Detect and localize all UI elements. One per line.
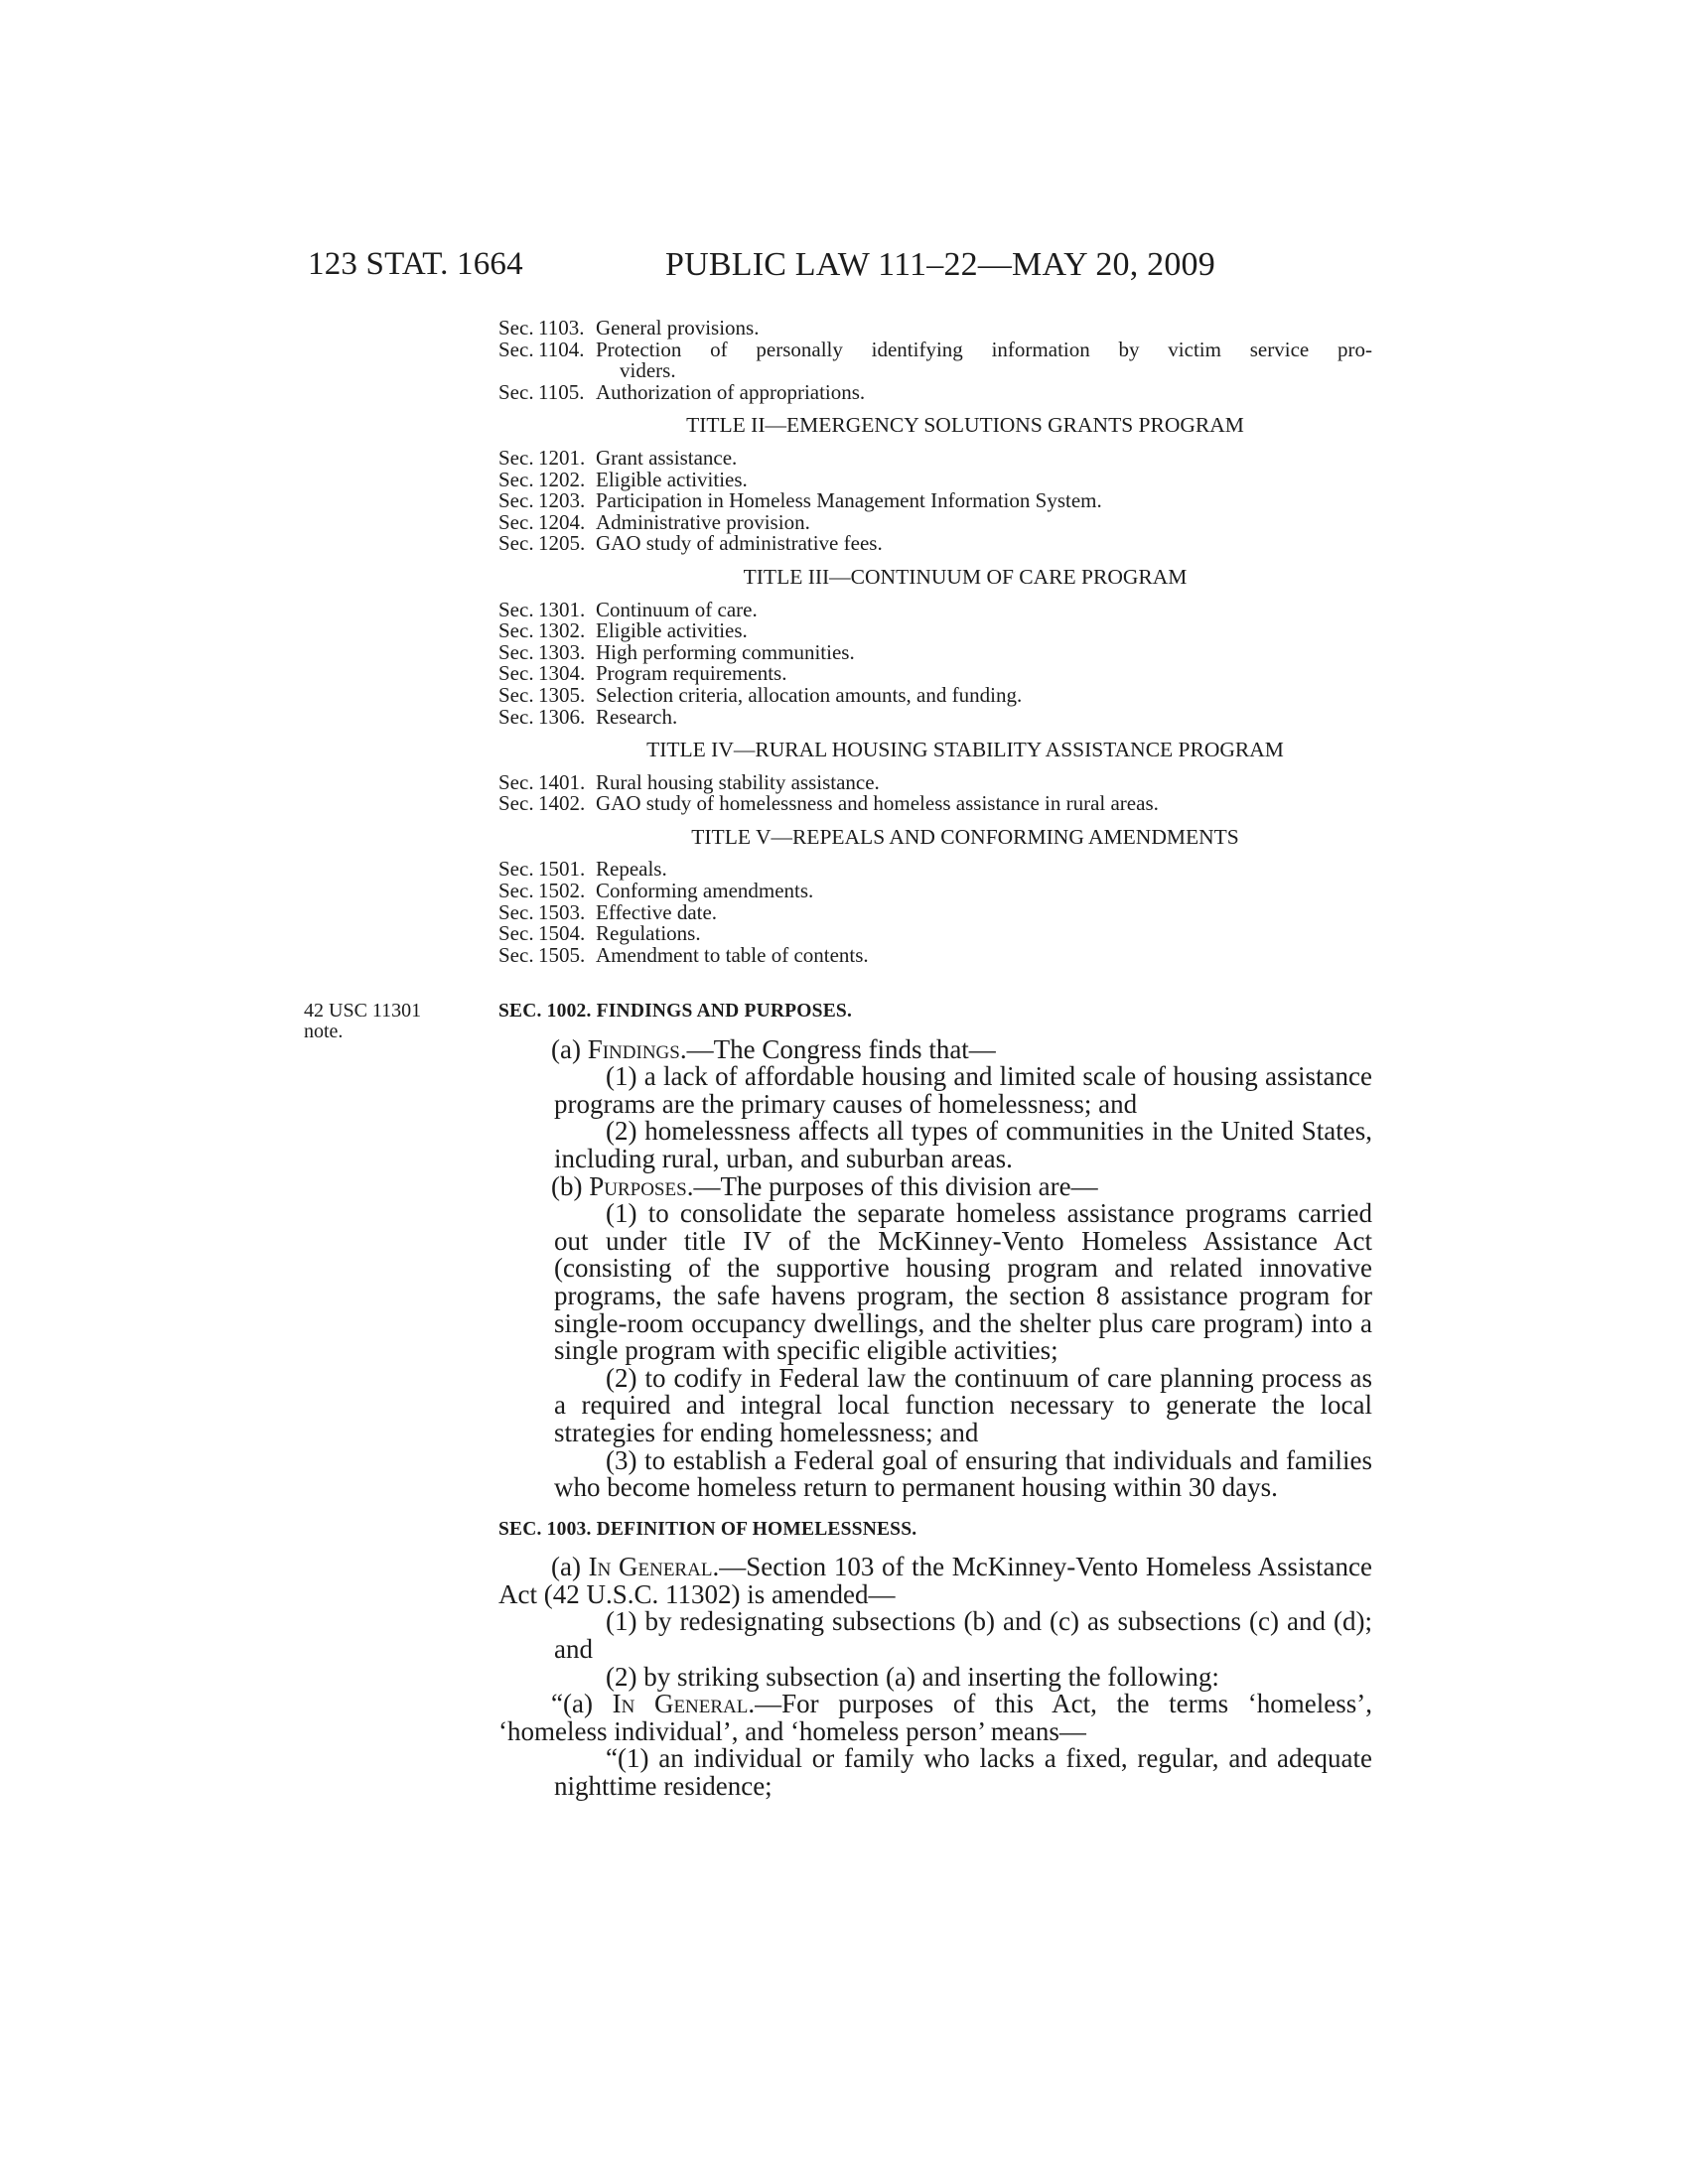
quoted-subsection-a: “(a) In General.—For purposes of this Act, the terms ‘homeless’, ‘homeless individual’, and ‘homeless person’ means— — [498, 1689, 1372, 1746]
toc-entry: Sec. 1502. Conforming amendments. — [498, 879, 814, 903]
toc-title-v: TITLE V—REPEALS AND CONFORMING AMENDMENTS — [691, 824, 1239, 849]
paragraph: (1) to consolidate the separate homeless assistance programs carried out under title IV of the McKinney-Vento Homeless Assistance Act (consisting of the supportive housing program and related innovative programs, the safe havens program, the section 8 assistance program for single-room occupancy dwellings, and the shelter plus care program) into a single program with specific eligible activities; — [554, 1198, 1372, 1366]
toc-title-ii: TITLE II—EMERGENCY SOLUTIONS GRANTS PROGRAM — [686, 413, 1244, 438]
toc-entry: Sec. 1202. Eligible activities. — [498, 467, 748, 491]
toc-entry: Sec. 1303. High performing communities. — [498, 639, 855, 664]
toc-entry: Sec. 1501. Repeals. — [498, 857, 667, 882]
page-stat-citation: 123 STAT. 1664 — [308, 246, 523, 282]
toc-intro-list — [498, 318, 1372, 403]
section-1003-heading: SEC. 1003. DEFINITION OF HOMELESSNESS. — [498, 1518, 917, 1540]
section-1002-heading: SEC. 1002. FINDINGS AND PURPOSES. — [498, 1001, 853, 1022]
toc-title-ii-list — [498, 445, 1372, 556]
toc-entry: Sec. 1103. General provisions. — [498, 316, 760, 340]
toc-entry: Sec. 1304. Program requirements. — [498, 661, 787, 686]
toc-entry: Sec. 1105. Authorization of appropriations. — [498, 379, 866, 404]
paragraph: (2) homelessness affects all types of communities in the United States, including rural, urban, and suburban areas. — [554, 1116, 1372, 1173]
toc-title-iv: TITLE IV—RURAL HOUSING STABILITY ASSISTANCE PROGRAM — [646, 738, 1284, 762]
toc-title-iv-list — [498, 769, 1372, 816]
subsection-a-findings: (a) Findings.—The Congress finds that— — [551, 1033, 996, 1064]
paragraph: (2) to codify in Federal law the continuum of care planning process as a required and integral local function necessary to generate the local strategies for ending homelessness; and — [554, 1362, 1372, 1447]
paragraph: (1) by redesignating subsections (b) and (c) as subsections (c) and (d); and — [554, 1606, 1372, 1665]
toc-entry: Sec. 1401. Rural housing stability assistance. — [498, 769, 880, 794]
toc-title-iii-list — [498, 597, 1372, 729]
paragraph: (3) to establish a Federal goal of ensuring that individuals and families who become homeless return to permanent housing within 30 days. — [554, 1444, 1372, 1503]
toc-entry: Sec. 1302. Eligible activities. — [498, 618, 748, 643]
margin-note-line: note. — [304, 1021, 344, 1042]
toc-entry: Sec. 1203. Participation in Homeless Management Information System. — [498, 488, 1102, 513]
toc-entry: Sec. 1306. Research. — [498, 704, 678, 729]
toc-entry: Sec. 1201. Grant assistance. — [498, 445, 738, 470]
toc-title-v-list — [498, 859, 1372, 966]
statute-body — [498, 998, 1372, 1801]
paragraph: (1) a lack of affordable housing and limited scale of housing assistance programs are the primary causes of homelessness; and — [554, 1061, 1372, 1119]
toc-entry: Sec. 1505. Amendment to table of contents. — [498, 942, 869, 967]
toc-entry-continuation: viders. — [620, 358, 676, 383]
margin-note-usc — [304, 1001, 443, 1042]
toc-entry: Sec. 1205. GAO study of administrative fees. — [498, 531, 883, 556]
toc-entry: Sec. 1503. Effective date. — [498, 899, 718, 924]
toc-entry: Sec. 1104. Protection of personally identifying information by victim service pro- — [498, 337, 1372, 361]
page-running-head: PUBLIC LAW 111–22—MAY 20, 2009 — [665, 246, 1215, 283]
subsection-b-purposes: (b) Purposes.—The purposes of this division are— — [551, 1170, 1098, 1201]
toc-entry: Sec. 1204. Administrative provision. — [498, 509, 810, 534]
toc-entry: Sec. 1402. GAO study of homelessness and homeless assistance in rural areas. — [498, 791, 1159, 816]
subsection-a-in-general: (a) In General.—Section 103 of the McKinney-Vento Homeless Assistance Act (42 U.S.C. 11302) is amended— — [498, 1552, 1373, 1609]
paragraph: “(1) an individual or family who lacks a fixed, regular, and adequate nighttime residence; — [554, 1743, 1372, 1802]
table-of-contents — [498, 318, 1372, 966]
toc-entry: Sec. 1504. Regulations. — [498, 921, 701, 946]
margin-note-line: 42 USC 11301 — [304, 1000, 422, 1022]
toc-entry: Sec. 1301. Continuum of care. — [498, 597, 758, 621]
toc-title-iii: TITLE III—CONTINUUM OF CARE PROGRAM — [743, 564, 1188, 589]
toc-entry: Sec. 1305. Selection criteria, allocation amounts, and funding. — [498, 682, 1023, 707]
paragraph: (2) by striking subsection (a) and inserting the following: — [606, 1661, 1219, 1692]
